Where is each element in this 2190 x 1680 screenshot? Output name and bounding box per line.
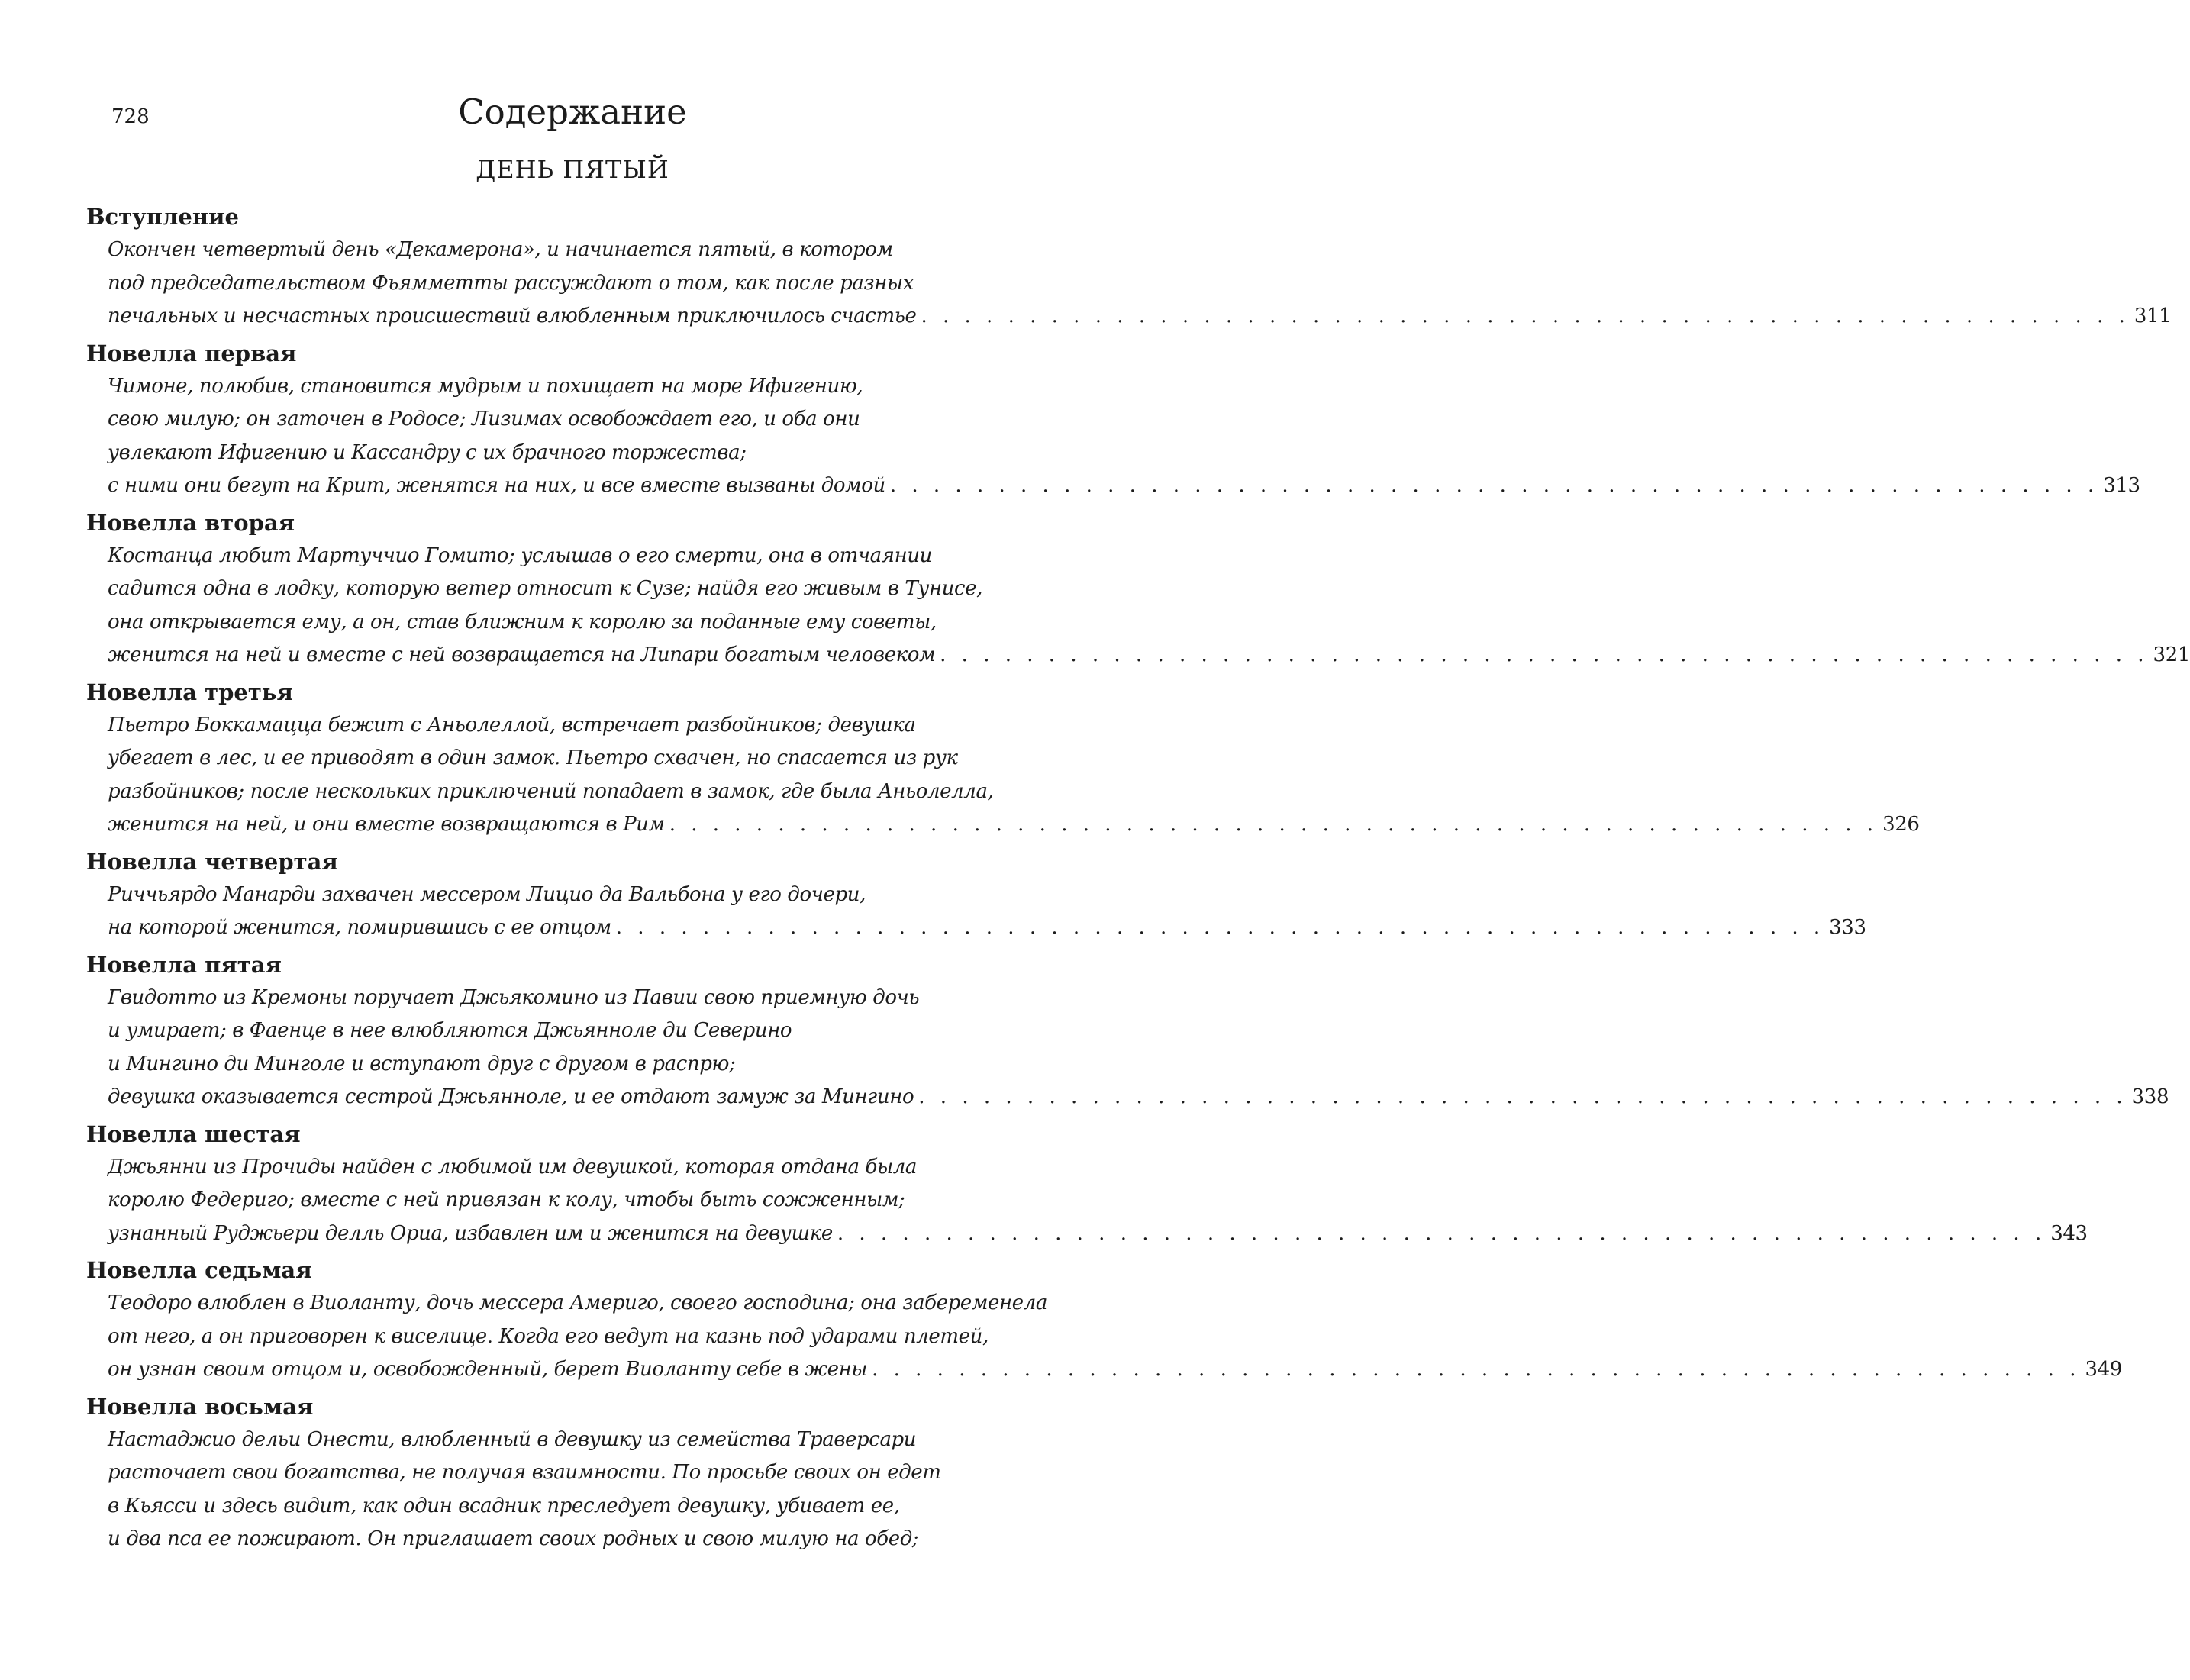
- entry-summary-line: от него, а он приговорен к виселице. Когда его ведут на казнь под ударами плетей,: [108, 1324, 989, 1348]
- entry-summary-line: женится на ней и вместе с ней возвращается на Липари богатым человеком: [108, 643, 936, 666]
- entry-summary-line: разбойников; после нескольких приключений попадает в замок, где была Аньолелла,: [108, 779, 994, 803]
- entry-page-number: 349: [2085, 1358, 2122, 1381]
- dot-leader: . . . . . . . . . . . . . . . . . . . . . . . . . . . . . . . . . . . . . . . . . . . . . . . . . . . . . . . .: [669, 813, 1879, 836]
- table-of-contents: [86, 200, 2190, 1556]
- dot-leader: . . . . . . . . . . . . . . . . . . . . . . . . . . . . . . . . . . . . . . . . . . . . . . . . . . . . . . . .: [940, 643, 2149, 666]
- entry-summary-line: Гвидотто из Кремоны поручает Джьякомино из Павии свою приемную дочь: [108, 985, 920, 1009]
- entry-last-line: [86, 911, 1866, 945]
- entry-summary-line: с ними они бегут на Крит, женятся на них, и все вместе вызваны домой: [108, 474, 885, 497]
- toc-entry: [86, 1253, 2122, 1387]
- entry-summary-line: Окончен четвертый день «Декамерона», и начинается пятый, в котором: [108, 238, 893, 261]
- toc-entry: [86, 1117, 2088, 1251]
- entry-page-number: 321: [2153, 643, 2190, 666]
- page-title: Содержание: [458, 92, 687, 132]
- entry-title: Новелла восьмая: [86, 1393, 314, 1420]
- toc-entry: [86, 337, 2140, 503]
- entry-last-line: [86, 300, 2172, 334]
- toc-entry: [86, 676, 1920, 842]
- entry-summary-line: на которой женится, помирившись с ее отцом: [108, 916, 611, 939]
- entry-summary-line: свою милую; он заточен в Родосе; Лизимах освобождает его, и оба они: [108, 408, 860, 430]
- entry-page-number: 343: [2050, 1221, 2088, 1245]
- entry-summary-line: Пьетро Боккамацца бежит с Аньолеллой, встречает разбойников; девушка: [108, 713, 916, 737]
- entry-last-line: [86, 1217, 2088, 1251]
- entry-title: Новелла пятая: [86, 951, 282, 978]
- entry-summary-line: и Мингино ди Минголе и вступают друг с другом в распрю;: [108, 1052, 736, 1075]
- entry-page-number: 311: [2134, 305, 2172, 327]
- entry-title: Вступление: [86, 204, 240, 230]
- toc-entry: [86, 1390, 1056, 1556]
- entry-summary-line: и умирает; в Фаенце в нее влюбляются Джьянноле ди Северино: [108, 1019, 792, 1042]
- entry-page-number: 326: [1882, 813, 1920, 836]
- entry-summary-line: королю Федериго; вместе с ней привязан к колу, чтобы быть сожженным;: [108, 1188, 905, 1211]
- entry-last-line: [86, 639, 2190, 672]
- entry-title: Новелла седьмая: [86, 1257, 312, 1283]
- entry-summary-line: расточает свои богатства, не получая взаимности. По просьбе своих он едет: [108, 1461, 941, 1484]
- entry-page-number: 333: [1829, 916, 1866, 939]
- entry-title: Новелла третья: [86, 679, 293, 705]
- entry-summary-line: он узнан своим отцом и, освобожденный, берет Виоланту себе в жены: [108, 1358, 868, 1381]
- entry-last-line: [86, 469, 2140, 503]
- entry-summary-line: садится одна в лодку, которую ветер относит к Сузе; найдя его живым в Тунисе,: [108, 577, 983, 600]
- entry-last-line: [86, 1353, 2122, 1387]
- entry-summary-line: и два пса ее пожирают. Он приглашает своих родных и свою милую на обед;: [108, 1527, 919, 1550]
- entry-summary-line: убегает в лес, и ее приводят в один замок. Пьетро схвачен, но спасается из рук: [108, 746, 958, 769]
- toc-entry: [86, 506, 2190, 672]
- entry-summary-line: она открывается ему, а он, став ближним к королю за поданные ему советы,: [108, 610, 937, 634]
- entry-title: Новелла шестая: [86, 1121, 301, 1147]
- toc-entry: [86, 200, 2172, 334]
- entry-title: Новелла четвертая: [86, 848, 338, 875]
- entry-last-line: [86, 808, 1920, 842]
- entry-page-number: 313: [2103, 474, 2140, 497]
- day-heading: ДЕНЬ ПЯТЫЙ: [476, 155, 669, 184]
- dot-leader: . . . . . . . . . . . . . . . . . . . . . . . . . . . . . . . . . . . . . . . . . . . . . . . . . . . . . . . .: [921, 305, 2130, 327]
- entry-summary-line: печальных и несчастных происшествий влюбленным приключилось счастье: [108, 305, 917, 327]
- entry-summary-line: Чимоне, полюбив, становится мудрым и похищает на море Ифигению,: [108, 374, 863, 398]
- entry-last-line: [86, 1081, 2169, 1114]
- entry-summary-line: женится на ней, и они вместе возвращаются в Рим: [108, 813, 665, 836]
- dot-leader: . . . . . . . . . . . . . . . . . . . . . . . . . . . . . . . . . . . . . . . . . . . . . . . . . . . . . . . .: [615, 916, 1825, 939]
- entry-summary-line: узнанный Руджьери делль Ориа, избавлен им и женится на девушке: [108, 1221, 833, 1245]
- entry-page-number: 338: [2131, 1085, 2169, 1108]
- dot-leader: . . . . . . . . . . . . . . . . . . . . . . . . . . . . . . . . . . . . . . . . . . . . . . . . . . . . . . . .: [872, 1358, 2081, 1381]
- entry-summary-line: под председательством Фьямметты рассуждают о том, как после разных: [108, 271, 914, 295]
- entry-summary-line: Джьянни из Прочиды найден с любимой им девушкой, которая отдана была: [108, 1155, 917, 1179]
- dot-leader: . . . . . . . . . . . . . . . . . . . . . . . . . . . . . . . . . . . . . . . . . . . . . . . . . . . . . . . .: [837, 1221, 2046, 1245]
- toc-entry: [86, 845, 1866, 945]
- dot-leader: . . . . . . . . . . . . . . . . . . . . . . . . . . . . . . . . . . . . . . . . . . . . . . . . . . . . . . . .: [889, 474, 2099, 497]
- entry-summary-line: Настаджио дельи Онести, влюбленный в девушку из семейства Траверсари: [108, 1427, 917, 1451]
- entry-summary-line: девушка оказывается сестрой Джьянноле, и ее отдают замуж за Мингино: [108, 1085, 914, 1108]
- entry-summary-line: Костанца любит Мартуччио Гомито; услышав о его смерти, она в отчаянии: [108, 543, 933, 567]
- toc-entry: [86, 948, 2169, 1114]
- entry-summary-line: Риччьярдо Манарди захвачен мессером Лицио да Вальбона у его дочери,: [108, 882, 866, 906]
- entry-title: Новелла вторая: [86, 509, 295, 536]
- entry-summary-line: Теодоро влюблен в Виоланту, дочь мессера Америго, своего господина; она забеременела: [108, 1291, 1047, 1314]
- dot-leader: . . . . . . . . . . . . . . . . . . . . . . . . . . . . . . . . . . . . . . . . . . . . . . . . . . . . . . . .: [918, 1085, 2127, 1108]
- entry-summary-line: увлекают Ифигению и Кассандру с их брачного торжества;: [108, 440, 747, 464]
- entry-title: Новелла первая: [86, 340, 297, 366]
- entry-summary-line: в Кьясси и здесь видит, как один всадник преследует девушку, убивает ее,: [108, 1494, 900, 1517]
- page-number: 728: [111, 105, 150, 128]
